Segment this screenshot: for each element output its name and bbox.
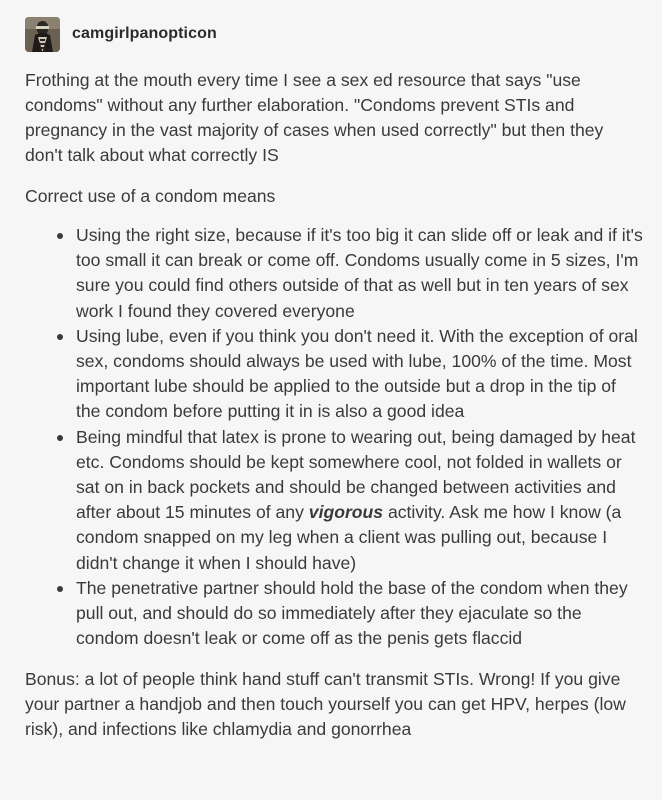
list-item-text: The penetrative partner should hold the base of the condom when they pull out, and should do so immediately after they ejaculate so the condom doesn't leak or come off as the penis gets flaccid [76,577,628,649]
avatar-image [25,17,60,52]
list-item-text-before: Being mindful that latex is prone to wearing out, being damaged by heat etc. Condoms should be kept somewhere cool, not folded in wallets or sat on in back pockets and should be changed between activities and after about 15 minutes of any [76,426,636,523]
list-item [25,324,644,425]
username[interactable]: camgirlpanopticon [72,25,217,42]
post-header [25,14,644,54]
list-item-text: Using lube, even if you think you don't need it. With the exception of oral sex, condoms should always be used with lube, 100% of the time. Most important lube should be applied to the outside but a drop in the tip of the condom before putting it in is also a good idea [76,325,638,422]
list-item [25,576,644,652]
bullet-icon [57,586,63,592]
list-item [25,223,644,324]
condom-tips-list [25,223,644,651]
emphasis-text: vigorous [308,502,384,523]
lead-paragraph: Correct use of a condom means [25,186,276,206]
avatar[interactable] [25,17,60,52]
list-item-text: Using the right size, because if it's too big it can slide off or leak and if it's too small it can break or come off. Condoms usually come in 5 sizes, I'm sure you could find others outside of that as well but in ten years of sex work I found they covered everyone [76,225,643,321]
intro-paragraph: Frothing at the mouth every time I see a sex ed resource that says "use condoms" without any further elaboration. "Condoms prevent STIs and pregnancy in the vast majority of cases when used correctly" but then they don't talk about what correctly IS [25,70,604,165]
bullet-icon [57,233,63,239]
bullet-icon [57,334,63,340]
list-item [25,425,644,576]
bonus-paragraph: Bonus: a lot of people think hand stuff can't transmit STIs. Wrong! If you give your partner a handjob and then touch yourself you can get HPV, herpes (low risk), and infections like chlamydia and gonorrhea [25,669,626,740]
bullet-icon [57,435,63,441]
list-item-text-after: activity. Ask me how I know (a condom snapped on my leg when a client was pulling out, because I didn't change it when I should have) [76,502,622,573]
